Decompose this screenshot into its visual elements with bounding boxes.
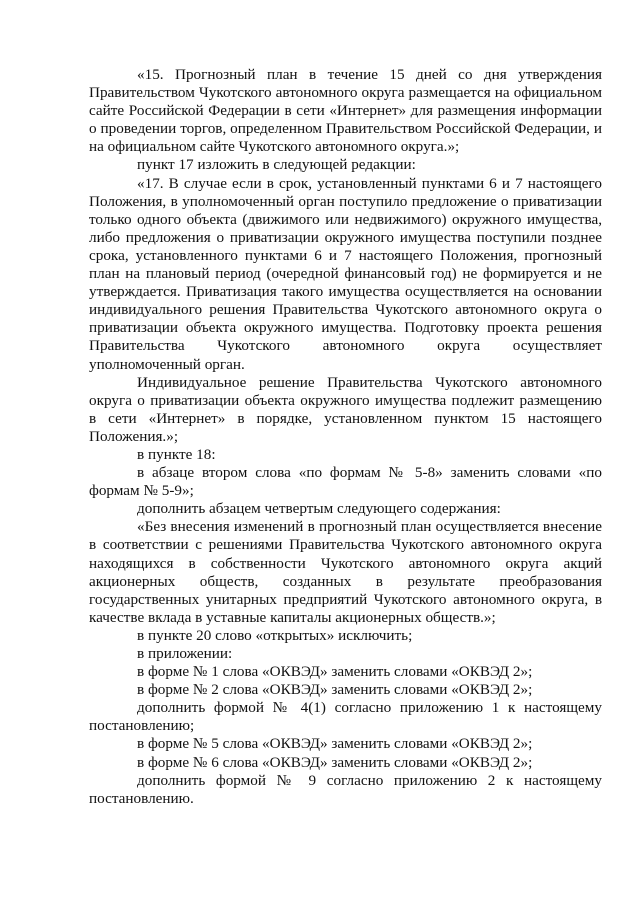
paragraph-form-9: дополнить формой № 9 согласно приложению 2 к настоящему постановлению. — [89, 771, 602, 807]
paragraph-form-5: в форме № 5 слова «ОКВЭД» заменить словами «ОКВЭД 2»; — [137, 735, 533, 753]
paragraph-form-6: в форме № 6 слова «ОКВЭД» заменить словами «ОКВЭД 2»; — [137, 753, 533, 771]
paragraph-15-forecast-plan: «15. Прогнозный план в течение 15 дней со дня утверждения Правительством Чукотского автономного округа размещается на официальном сайте Российской Федерации в сети «Интернет» для размещения информации о проведении торгов, определенном Правительством Российской Федерации, и на официальном сайте Чукотского автономного округа.»; — [89, 66, 602, 156]
paragraph-point-17-intro: пункт 17 изложить в следующей редакции: — [137, 156, 416, 174]
paragraph-add-abzats-4: дополнить абзацем четвертым следующего содержания: — [137, 500, 501, 518]
paragraph-appendix: в приложении: — [137, 645, 233, 662]
paragraph-point-20: в пункте 20 слово «открытых» исключить; — [137, 626, 413, 644]
paragraph-form-1: в форме № 1 слова «ОКВЭД» заменить словами «ОКВЭД 2»; — [137, 663, 533, 681]
paragraph-abzats-2: в абзаце втором слова «по формам № 5-8» заменить словами «по формам № 5-9»; — [89, 464, 602, 500]
paragraph-abzats-4-text: «Без внесения изменений в прогнозный план осуществляется внесение в соответствии с решениями Правительства Чукотского автономного округа находящихся в собственности Чукотского автономного округа акций акционерных обществ, созданных в результате преобразования государственных унитарных предприятий Чукотского автономного округа, в качестве вклада в уставные капиталы акционерных обществ.»; — [89, 518, 602, 626]
paragraph-point-18: в пункте 18: — [137, 445, 216, 463]
document-page — [89, 66, 602, 808]
paragraph-form-2: в форме № 2 слова «ОКВЭД» заменить словами «ОКВЭД 2»; — [137, 681, 533, 699]
paragraph-individual-decision: Индивидуальное решение Правительства Чукотского автономного округа о приватизации объекта окружного имущества подлежит размещению в сети «Интернет» в порядке, установленном пунктом 15 настоящего Положения.»; — [89, 373, 602, 445]
paragraph-form-4-1: дополнить формой № 4(1) согласно приложению 1 к настоящему постановлению; — [89, 699, 602, 735]
paragraph-17-text: «17. В случае если в срок, установленный пунктами 6 и 7 настоящего Положения, в уполномоченный орган поступило предложение о приватизации только одного объекта (движимого или недвижимого) окружного имущества, либо предложения о приватизации окружного имущества поступили позднее срока, установленного пунктами 6 и 7 настоящего Положения, прогнозный план на плановый период (очередной финансовый год) не формируется и не утверждается. Приватизация такого имущества осуществляется на основании индивидуального решения Правительства Чукотского автономного округа о приватизации объекта окружного имущества. Подготовку проекта решения Правительства Чукотского автономного округа осуществляет уполномоченный орган. — [89, 174, 602, 373]
